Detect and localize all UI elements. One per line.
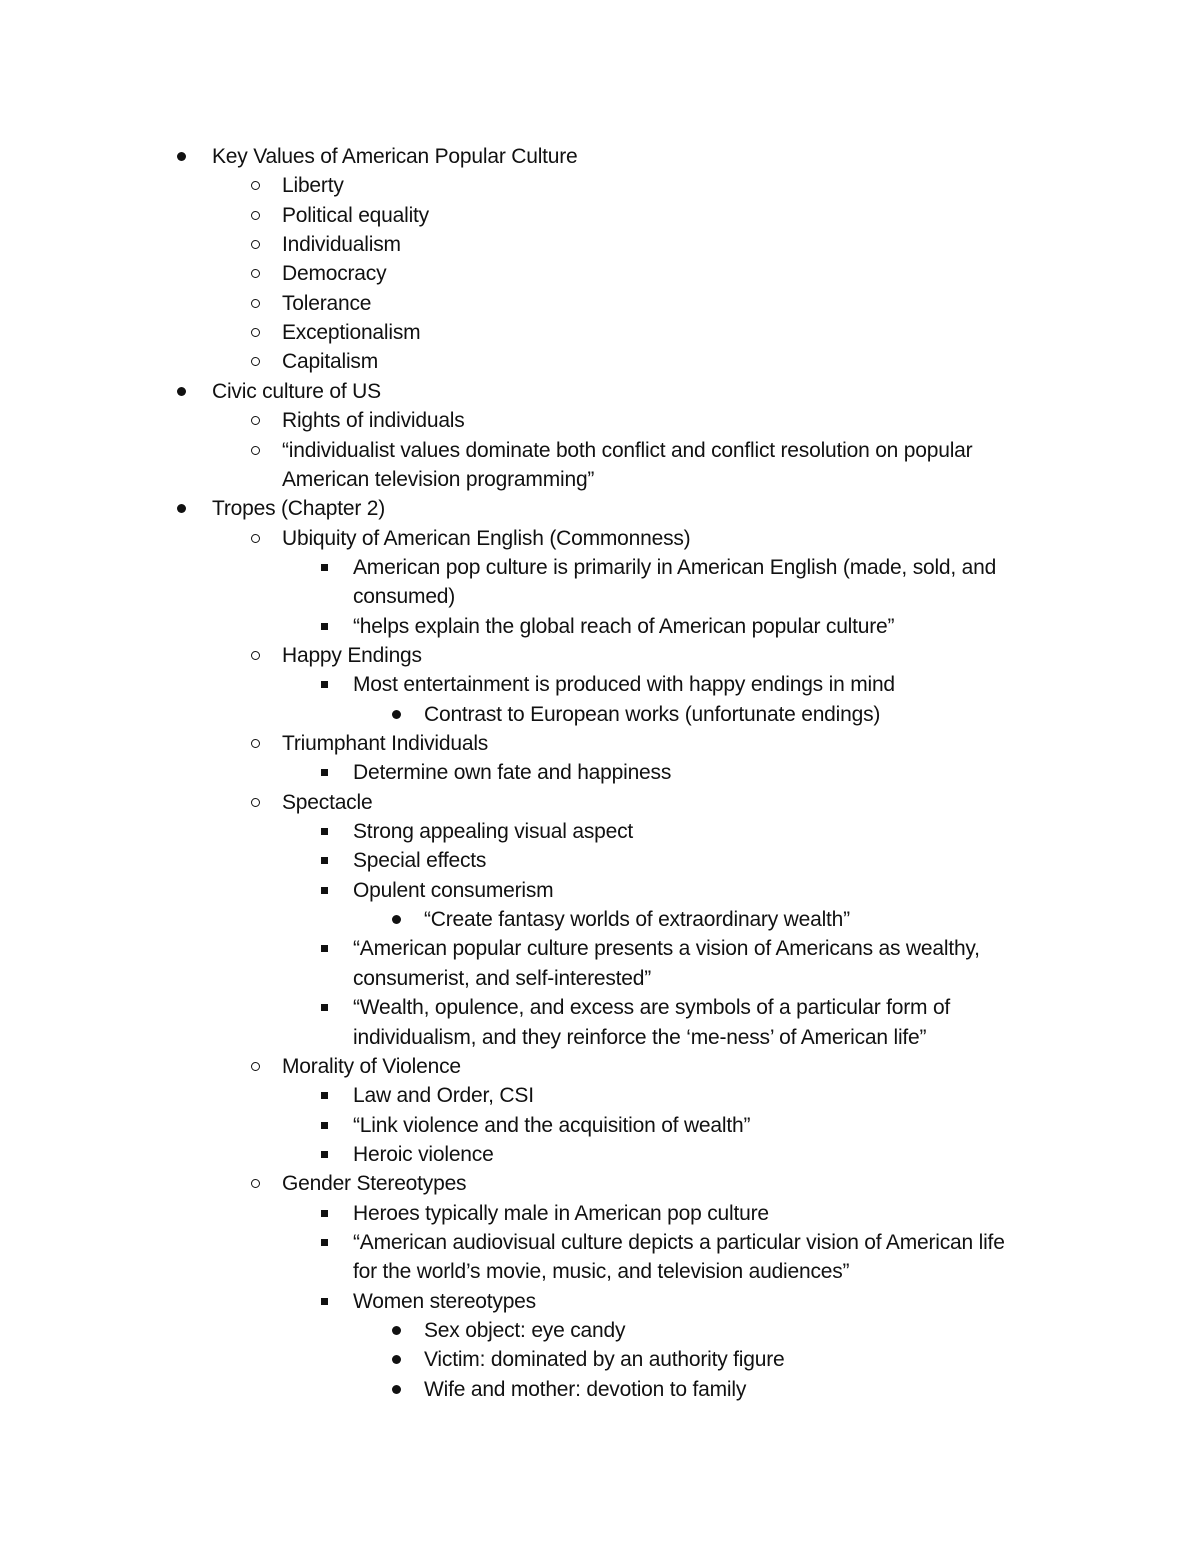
outline-item-level-2: Triumphant Individuals [282, 732, 489, 755]
bullet-circle-icon [251, 416, 260, 425]
outline-item-level-4: Contrast to European works (unfortunate endings) [424, 702, 881, 726]
outline-item-level-3-continuation: for the world’s movie, music, and television audiences” [353, 1260, 850, 1284]
outline-item-level-4: “Create fantasy worlds of extraordinary wealth” [424, 908, 850, 932]
outline-item-level-4: Wife and mother: devotion to family [424, 1377, 747, 1401]
bullet-square-icon [321, 769, 328, 776]
bullet-circle-icon [251, 357, 260, 366]
bullet-circle-icon [251, 1062, 260, 1071]
outline-item-level-1: Key Values of American Popular Culture [212, 145, 578, 168]
outline-item-level-3: Heroes typically male in American pop culture [353, 1201, 769, 1225]
bullet-square-icon [321, 1298, 328, 1305]
bullet-disc-icon [392, 1355, 401, 1364]
outline-item-level-2: Democracy [282, 262, 387, 286]
bullet-disc-icon [392, 1326, 401, 1335]
bullet-circle-icon [251, 651, 260, 660]
outline-item-level-3: Most entertainment is produced with happy endings in mind [353, 673, 895, 697]
outline-item-level-3: “American audiovisual culture depicts a particular vision of American life [353, 1230, 1005, 1254]
outline-item-level-2: Ubiquity of American English (Commonness) [282, 526, 691, 550]
bullet-square-icon [321, 828, 328, 835]
bullet-disc-icon [392, 915, 401, 924]
outline-item-level-2: Individualism [282, 233, 401, 257]
bullet-circle-icon [251, 1179, 260, 1188]
bullet-square-icon [321, 1210, 328, 1217]
outline-item-level-2: Capitalism [282, 350, 379, 374]
outline-item-level-2: “individualist values dominate both conflict and conflict resolution on popular [282, 438, 973, 462]
bullet-square-icon [321, 623, 328, 630]
bullet-circle-icon [251, 299, 260, 308]
outline-item-level-3: Law and Order, CSI [353, 1084, 534, 1108]
bullet-circle-icon [251, 446, 260, 455]
outline-item-level-3: “Wealth, opulence, and excess are symbols of a particular form of [353, 996, 951, 1020]
outline-item-level-2: Gender Stereotypes [282, 1172, 467, 1196]
bullet-square-icon [321, 681, 328, 688]
outline-item-level-1: Civic culture of US [212, 379, 381, 403]
bullet-square-icon [321, 857, 328, 864]
bullet-circle-icon [251, 211, 260, 220]
bullet-circle-icon [251, 328, 260, 337]
bullet-disc-icon [177, 152, 186, 161]
bullet-square-icon [321, 1239, 328, 1246]
bullet-square-icon [321, 945, 328, 952]
outline-item-level-3: Opulent consumerism [353, 878, 554, 902]
outline-item-level-2: Liberty [282, 174, 344, 198]
outline-item-level-2-continuation: American television programming” [282, 467, 595, 491]
bullet-disc-icon [392, 710, 401, 719]
bullet-square-icon [321, 1122, 328, 1129]
bullet-square-icon [321, 1004, 328, 1011]
outline-item-level-3: American pop culture is primarily in American English (made, sold, and [353, 555, 997, 579]
bullet-square-icon [321, 1092, 328, 1099]
bullet-disc-icon [177, 387, 186, 396]
outline-item-level-2: Happy Endings [282, 643, 422, 667]
outline-item-level-2: Spectacle [282, 790, 373, 814]
bullet-disc-icon [177, 504, 186, 513]
outline-item-level-3: Strong appealing visual aspect [353, 820, 634, 844]
outline-item-level-2: Morality of Violence [282, 1054, 461, 1078]
outline-item-level-2: Political equality [282, 203, 429, 227]
bullet-circle-icon [251, 798, 260, 807]
outline-item-level-4: Victim: dominated by an authority figure [424, 1348, 785, 1372]
outline-item-level-3: Heroic violence [353, 1142, 494, 1166]
outline-item-level-3-continuation: consumed) [353, 585, 456, 609]
outline-item-level-3: “helps explain the global reach of American popular culture” [353, 614, 895, 638]
bullet-square-icon [321, 564, 328, 571]
outline-item-level-3: “American popular culture presents a vision of Americans as wealthy, [353, 937, 980, 961]
outline-item-level-3: Special effects [353, 849, 487, 873]
bullet-circle-icon [251, 269, 260, 278]
bullet-circle-icon [251, 534, 260, 543]
outline-item-level-3: “Link violence and the acquisition of wealth” [353, 1113, 751, 1137]
bullet-circle-icon [251, 739, 260, 748]
outline-item-level-4: Sex object: eye candy [424, 1319, 626, 1342]
outline-item-level-3: Women stereotypes [353, 1289, 536, 1313]
outline-item-level-1: Tropes (Chapter 2) [212, 497, 386, 521]
bullet-circle-icon [251, 181, 260, 190]
outline-item-level-2: Exceptionalism [282, 321, 421, 345]
outline-item-level-2: Tolerance [282, 291, 372, 315]
outline-item-level-3-continuation: consumerist, and self-interested” [353, 966, 652, 990]
outline-item-level-2: Rights of individuals [282, 409, 465, 433]
bullet-disc-icon [392, 1385, 401, 1394]
bullet-circle-icon [251, 240, 260, 249]
bullet-square-icon [321, 1151, 328, 1158]
outline-item-level-3-continuation: individualism, and they reinforce the ‘me-ness’ of American life” [353, 1025, 927, 1049]
bullet-square-icon [321, 887, 328, 894]
outline-item-level-3: Determine own fate and happiness [353, 761, 672, 785]
